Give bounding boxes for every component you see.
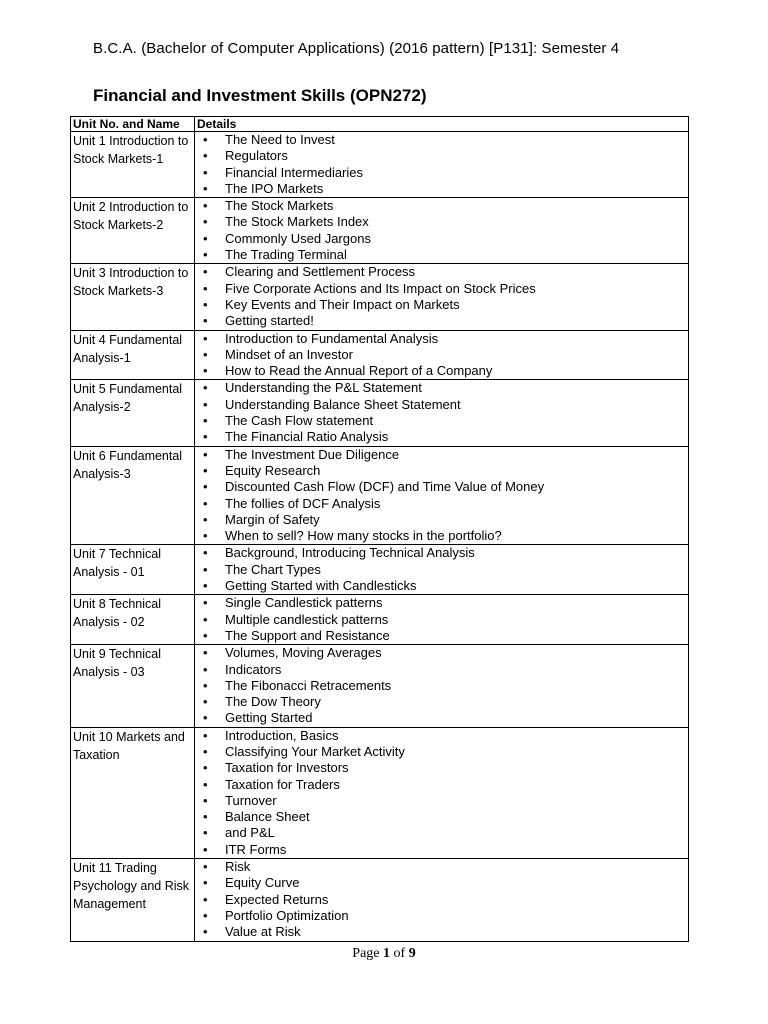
unit-cell (71, 264, 195, 330)
details-list (195, 380, 688, 445)
list-item: • Clearing and Settlement Process (195, 264, 688, 280)
unit-name: Unit 4 Fundamental Analysis-1 (73, 332, 183, 365)
list-item: • Indicators (195, 662, 688, 678)
page-current: 1 (383, 946, 391, 961)
table-row (71, 132, 689, 198)
unit-name: Unit 6 Fundamental Analysis-3 (73, 448, 183, 481)
table-row (71, 595, 689, 645)
list-item: • Introduction, Basics (195, 728, 688, 744)
unit-cell (71, 595, 195, 645)
unit-cell (71, 330, 195, 380)
list-item: • The Dow Theory (195, 694, 688, 710)
details-cell (195, 545, 689, 595)
details-list (195, 132, 688, 197)
list-item: • Background, Introducing Technical Analysis (195, 545, 688, 561)
list-item: • ITR Forms (195, 842, 688, 858)
list-item: • The Chart Types (195, 562, 688, 578)
details-cell (195, 330, 689, 380)
unit-cell (71, 727, 195, 858)
unit-name: Unit 8 Technical Analysis - 02 (73, 597, 162, 630)
unit-cell (71, 859, 195, 941)
list-item: • Volumes, Moving Averages (195, 645, 688, 661)
unit-name: Unit 11 Trading Psychology and Risk Management (73, 861, 190, 912)
list-item: • Equity Curve (195, 875, 688, 891)
details-cell (195, 380, 689, 446)
details-cell (195, 645, 689, 727)
unit-cell (71, 380, 195, 446)
syllabus-body (71, 132, 689, 942)
unit-cell (71, 645, 195, 727)
list-item: • Multiple candlestick patterns (195, 612, 688, 628)
list-item: • Key Events and Their Impact on Markets (195, 297, 688, 313)
list-item: • The Stock Markets Index (195, 214, 688, 230)
table-row (71, 446, 689, 545)
syllabus-table (70, 116, 689, 942)
unit-name: Unit 1 Introduction to Stock Markets-1 (73, 134, 189, 166)
column-header-details: Details (195, 117, 689, 132)
details-cell (195, 727, 689, 858)
list-item: • Balance Sheet (195, 809, 688, 825)
list-item: • Five Corporate Actions and Its Impact on Stock Prices (195, 281, 688, 297)
page-label: Page (352, 946, 384, 961)
unit-cell (71, 198, 195, 264)
details-list (195, 595, 688, 644)
unit-cell (71, 446, 195, 545)
list-item: • Turnover (195, 793, 688, 809)
details-cell (195, 446, 689, 545)
list-item: • Equity Research (195, 463, 688, 479)
table-row (71, 264, 689, 330)
list-item: • Understanding Balance Sheet Statement (195, 397, 688, 413)
details-list (195, 645, 688, 726)
list-item: • The Fibonacci Retracements (195, 678, 688, 694)
list-item: • Commonly Used Jargons (195, 231, 688, 247)
list-item: • Discounted Cash Flow (DCF) and Time Value of Money (195, 479, 688, 495)
details-list (195, 264, 688, 329)
list-item: • The IPO Markets (195, 181, 688, 197)
unit-name: Unit 10 Markets and Taxation (73, 729, 185, 762)
table-row (71, 727, 689, 858)
details-cell (195, 859, 689, 941)
list-item: • Financial Intermediaries (195, 165, 688, 181)
list-item: • The Support and Resistance (195, 628, 688, 644)
column-header-unit: Unit No. and Name (71, 117, 195, 132)
list-item: • The Investment Due Diligence (195, 447, 688, 463)
list-item: • Expected Returns (195, 892, 688, 908)
unit-name: Unit 2 Introduction to Stock Markets-2 (73, 200, 189, 233)
list-item: • Mindset of an Investor (195, 347, 688, 363)
details-list (195, 447, 688, 545)
unit-cell (71, 132, 195, 198)
list-item: • When to sell? How many stocks in the portfolio? (195, 528, 688, 544)
page-title: Financial and Investment Skills (OPN272) (93, 86, 427, 105)
list-item: • Classifying Your Market Activity (195, 744, 688, 760)
page-total: 9 (408, 946, 416, 961)
list-item: • The Trading Terminal (195, 247, 688, 263)
page-header: B.C.A. (Bachelor of Computer Applications) (2016 pattern) [P131]: Semester 4 (93, 40, 620, 57)
table-row (71, 859, 689, 941)
list-item: • and P&L (195, 825, 688, 841)
list-item: • The Stock Markets (195, 198, 688, 214)
list-item: • Risk (195, 859, 688, 875)
list-item: • Introduction to Fundamental Analysis (195, 331, 688, 347)
page-footer (0, 946, 768, 962)
table-row (71, 380, 689, 446)
table-row (71, 545, 689, 595)
unit-name: Unit 7 Technical Analysis - 01 (73, 547, 162, 580)
details-cell (195, 595, 689, 645)
unit-name: Unit 9 Technical Analysis - 03 (73, 647, 162, 680)
details-list (195, 198, 688, 263)
details-cell (195, 132, 689, 198)
details-list (195, 859, 688, 940)
list-item: • The follies of DCF Analysis (195, 496, 688, 512)
list-item: • Getting started! (195, 313, 688, 329)
list-item: • Regulators (195, 148, 688, 164)
unit-cell (71, 545, 195, 595)
table-header-row (71, 117, 689, 132)
list-item: • Value at Risk (195, 924, 688, 940)
list-item: • Taxation for Traders (195, 777, 688, 793)
unit-name: Unit 5 Fundamental Analysis-2 (73, 382, 183, 415)
details-list (195, 331, 688, 380)
list-item: • Single Candlestick patterns (195, 595, 688, 611)
unit-name: Unit 3 Introduction to Stock Markets-3 (73, 266, 189, 299)
list-item: • The Financial Ratio Analysis (195, 429, 688, 445)
details-list (195, 728, 688, 858)
list-item: • Understanding the P&L Statement (195, 380, 688, 396)
list-item: • Margin of Safety (195, 512, 688, 528)
table-row (71, 330, 689, 380)
table-row (71, 645, 689, 727)
list-item: • The Need to Invest (195, 132, 688, 148)
list-item: • The Cash Flow statement (195, 413, 688, 429)
page-of-label: of (390, 946, 409, 961)
list-item: • Getting Started (195, 710, 688, 726)
details-cell (195, 198, 689, 264)
details-cell (195, 264, 689, 330)
list-item: • Taxation for Investors (195, 760, 688, 776)
table-row (71, 198, 689, 264)
list-item: • Getting Started with Candlesticks (195, 578, 688, 594)
details-list (195, 545, 688, 594)
list-item: • How to Read the Annual Report of a Company (195, 363, 688, 379)
list-item: • Portfolio Optimization (195, 908, 688, 924)
